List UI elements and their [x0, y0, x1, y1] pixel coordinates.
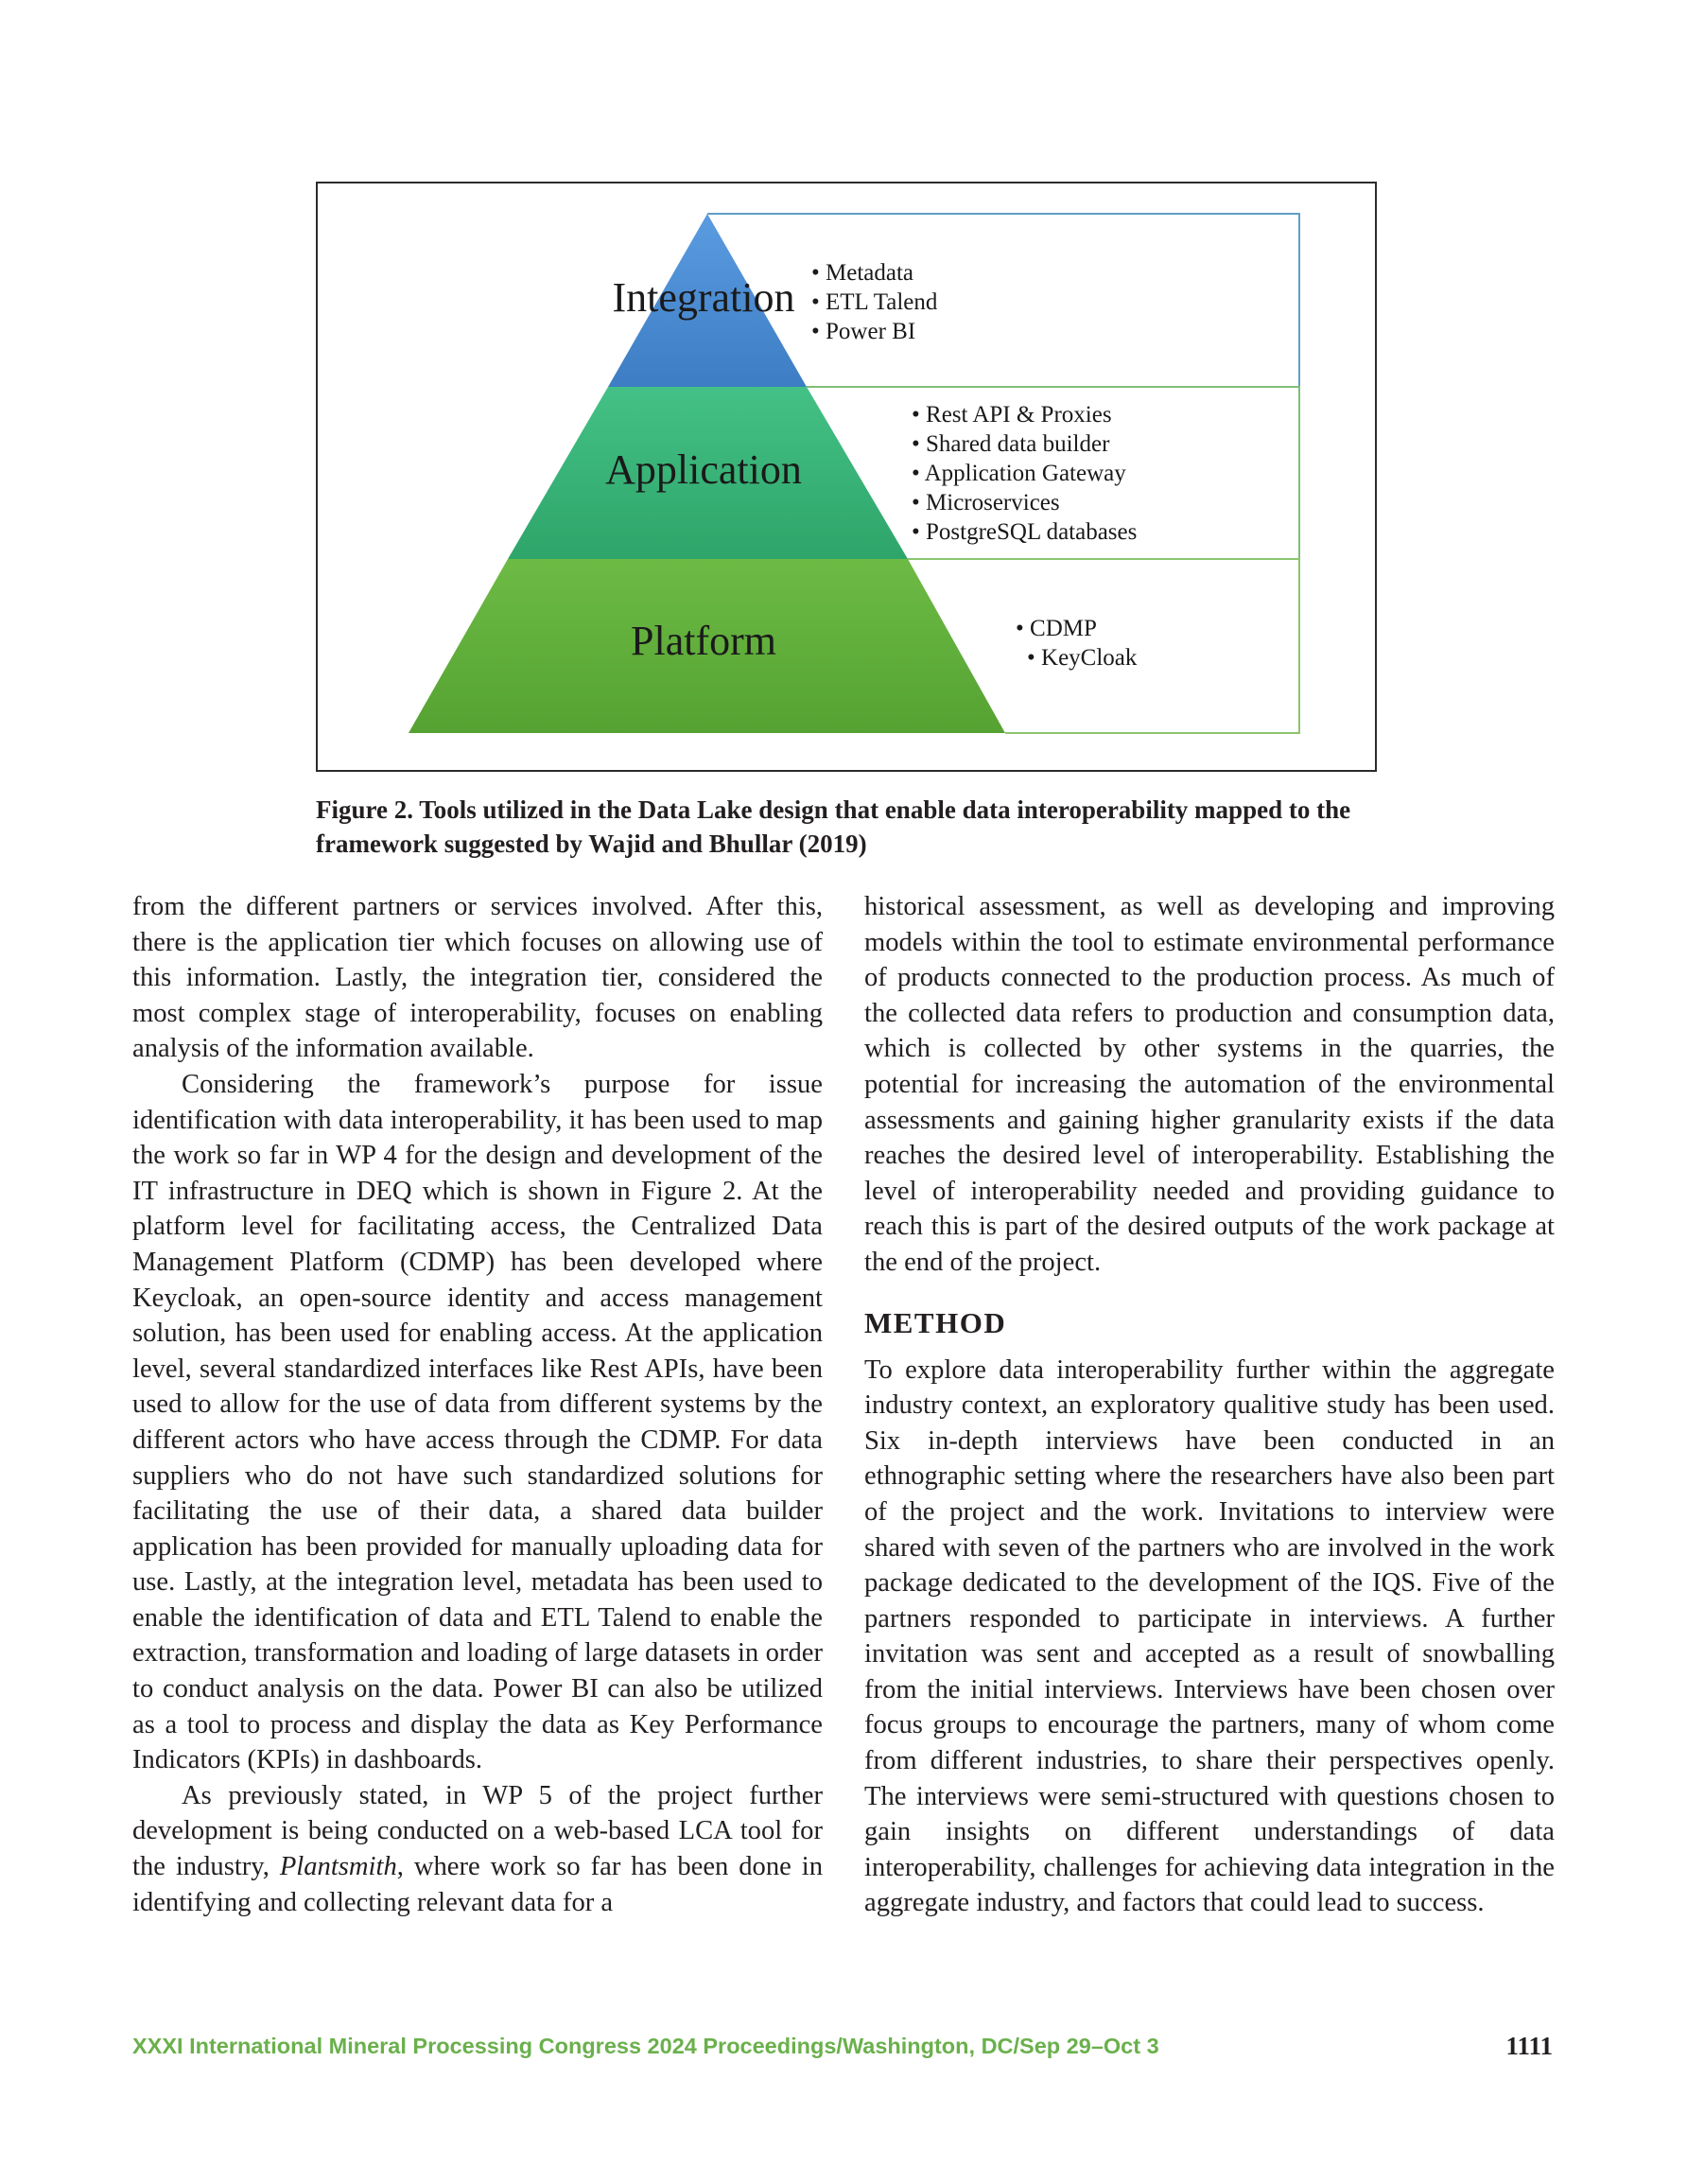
application-label: Application: [605, 446, 802, 493]
platform-label: Platform: [631, 618, 776, 664]
paragraph: As previously stated, in WP 5 of the project further development is being conducted on a web-based LCA tool for the industry, Plantsmith, where work so far has been done in identifying and collecting relevant data for a: [132, 1780, 824, 1917]
figure-caption: Figure 2. Tools utilized in the Data Lake design that enable data interoperability mapped to the framework suggested by Wajid and Bhullar (2019): [316, 795, 1351, 858]
application-bullet: • PostgreSQL databases: [912, 519, 1138, 545]
right-column: [864, 889, 1555, 1921]
platform-bullet: • KeyCloak: [1027, 645, 1138, 671]
application-bullet: • Rest API & Proxies: [912, 402, 1112, 428]
footer-title: XXXI International Mineral Processing Congress 2024 Proceedings/Washington, DC/Sep 29–Oct 3: [132, 2034, 1159, 2058]
integration-bullet: • Power BI: [811, 319, 916, 344]
pyramid-diagram: [318, 183, 1379, 774]
paragraph: To explore data interoperability further within the aggregate industry context, an exploratory qualitive study has been used. Six in-depth interviews have been conducted in an ethnographic setting where the researchers have also been part of the project and the work. Invitations to interview were shared with seven of the partners who are involved in the work package dedicated to the development of the IQS. Five of the partners responded to participate in interviews. A further invitation was sent and accepted as a result of snowballing from the initial interviews. Interviews have been chosen over focus groups to encourage the partners, many of whom come from different industries, to share their perspectives openly. The interviews were semi-structured with questions chosen to gain insights on different understandings of data interoperability, challenges for achieving data integration in the aggregate industry, and factors that could lead to success.: [864, 1354, 1555, 1918]
left-column: [132, 889, 823, 1920]
paragraph: Considering the framework’s purpose for issue identification with data interoperability, it has been used to map the work so far in WP 4 for the design and development of the IT infrastructure in DEQ which is shown in Figure 2. At the platform level for facilitating access, the Centralized Data Management Platform (CDMP) has been developed where Keycloak, an open-source identity and access management solution, has been used for enabling access. At the application level, several standardized interfaces like Rest APIs, have been used to allow for the use of data from different systems by the different actors who have access through the CDMP. For data suppliers who do not have such standardized solutions for facilitating the use of their data, a shared data builder application has been provided for manually uploading data for use. Lastly, at the integration level, metadata has been used to enable the identification of data and ETL Talend to enable the extraction, transformation and loading of large datasets in order to conduct analysis on the data. Power BI can also be utilized as a tool to process and display the data as Key Performance Indicators (KPIs) in dashboards.: [132, 1069, 823, 1775]
paragraph: historical assessment, as well as developing and improving models within the tool to estimate environmental performance of products connected to the production process. As much of the collected data refers to production and consumption data, which is collected by other systems in the quarries, the potential for increasing the automation of the environmental assessments and gaining higher granularity exists if the data reaches the desired level of interoperability. Establishing the level of interoperability needed and providing guidance to reach this is part of the desired outputs of the work package at the end of the project.: [864, 892, 1555, 1277]
paragraph: from the different partners or services involved. After this, there is the application tier which focuses on allowing use of this information. Lastly, the integration tier, considered the most complex stage of interoperability, focuses on enabling analysis of the information available.: [132, 892, 823, 1064]
integration-label: Integration: [612, 274, 795, 321]
integration-bullet: • ETL Talend: [811, 289, 938, 315]
platform-bullet: • CDMP: [1016, 616, 1097, 641]
figure-2: [316, 182, 1377, 772]
integration-bullet: • Metadata: [811, 260, 914, 286]
section-heading: METHOD: [864, 1305, 1007, 1339]
tool-name: Plantsmith: [279, 1852, 397, 1882]
application-bullet: • Application Gateway: [912, 461, 1126, 486]
application-bullet: • Shared data builder: [912, 431, 1110, 457]
application-bullet: • Microservices: [912, 490, 1060, 515]
integration-box: [707, 214, 1299, 387]
page-number: 1111: [1505, 2032, 1553, 2060]
